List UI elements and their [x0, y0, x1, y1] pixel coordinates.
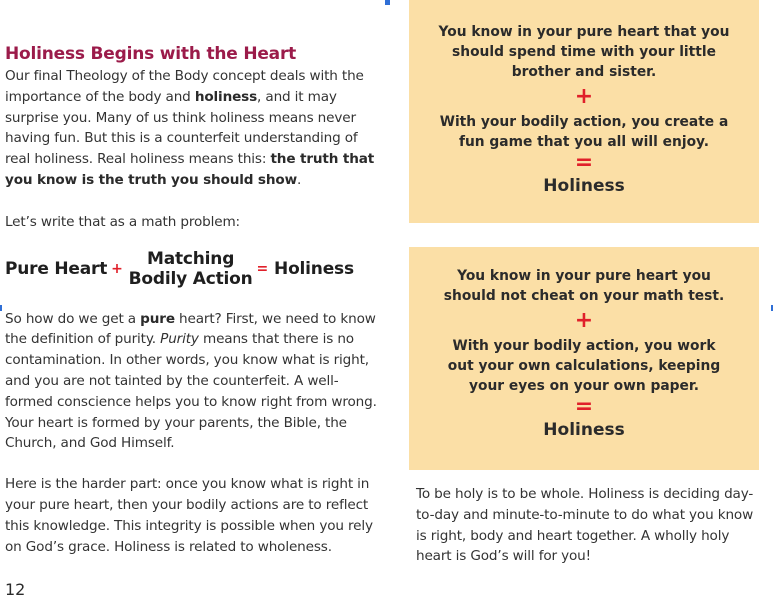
integrity-paragraph: Here is the harder part: once you know what is right in your pure heart, then your bodily actions are to reflect this knowledge. This integrity is possible when you rely on God’s grace. Holiness is related to wholeness. — [5, 476, 373, 555]
selection-handle-right-mid[interactable] — [771, 305, 773, 311]
equals-sign: = — [574, 394, 594, 419]
equation-term-bodily-action: Matching Bodily Action — [128, 248, 253, 289]
equals-sign: = — [574, 150, 594, 175]
section-title: Holiness Begins with the Heart — [5, 44, 297, 64]
left-column — [5, 44, 377, 557]
right-column — [409, 0, 759, 567]
example-box-math-test: You know in your pure heart you should not cheat on your math test. + With your bodily action, you work out your own calculations, keeping your eyes on your own paper. = Holiness — [409, 247, 759, 470]
equation-result: Holiness — [274, 258, 354, 279]
purity-paragraph: So how do we get a pure heart? First, we need to know the definition of purity. Purity means that there is no contamination. In other words, you know what is right, and you are not tainted by the counterfeit. A well-formed conscience helps you to know right from wrong. Your heart is formed by your parents, the Bible, the Church, and God Himself. — [5, 310, 377, 452]
example-box-siblings: You know in your pure heart that you should spend time with your little brother and sister. + With your bodily action, you create a fun game that you all will enjoy. = Holiness — [409, 0, 759, 223]
box-result: Holiness — [543, 420, 625, 440]
closing-paragraph: To be holy is to be whole. Holiness is deciding day-to-day and minute-to-minute to do what you know is right, body and heart together. A wholly holy heart is God’s will for you! — [416, 486, 754, 565]
box-result: Holiness — [543, 176, 625, 196]
equation-term-pure-heart: Pure Heart — [5, 258, 108, 279]
holiness-equation — [5, 243, 377, 295]
plus-sign: + — [574, 84, 594, 109]
selection-handle-left-mid[interactable] — [0, 305, 2, 311]
equation-plus: + — [111, 260, 123, 277]
intro-paragraph: Our final Theology of the Body concept deals with the importance of the body and holiness, and it may surprise you. Many of us think holiness means never having fun. But this is a counterfeit understanding of real holiness. Real holiness means this: the truth that you know is the truth you should show. — [5, 68, 375, 188]
math-intro-paragraph: Let’s write that as a math problem: — [5, 213, 240, 230]
page-number: 12 — [5, 580, 26, 599]
selection-handle-top-mid[interactable] — [385, 0, 390, 5]
equation-equals: = — [256, 260, 269, 277]
plus-sign: + — [574, 308, 594, 333]
